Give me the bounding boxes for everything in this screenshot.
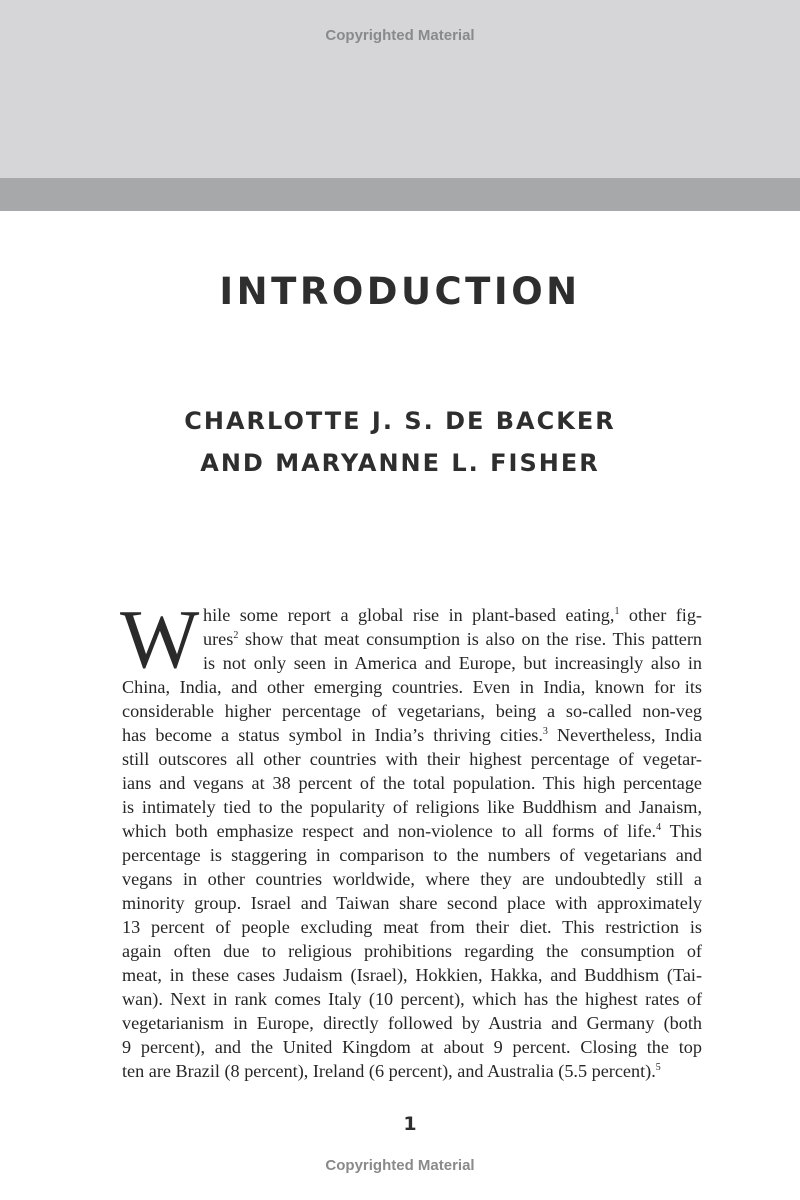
text-line bbox=[122, 963, 702, 987]
text-line bbox=[122, 627, 702, 651]
text-run: is not only seen in America and Europe, but increasingly also in bbox=[203, 653, 702, 673]
text-run: which both emphasize respect and non-violence to all forms of life. bbox=[122, 821, 657, 841]
text-run: vegetarianism in Europe, directly followed by Austria and Germany (both bbox=[122, 1013, 702, 1033]
text-run: wan). Next in rank comes Italy (10 percent), which has the highest rates of bbox=[122, 989, 702, 1009]
text-line bbox=[122, 675, 702, 699]
text-run: has become a status symbol in India’s thriving cities. bbox=[122, 725, 543, 745]
text-run: again often due to religious prohibitions regarding the consumption of bbox=[122, 941, 702, 961]
text-line bbox=[122, 795, 702, 819]
text-line bbox=[122, 891, 702, 915]
text-line bbox=[122, 915, 702, 939]
text-run: ten are Brazil (8 percent), Ireland (6 percent), and Australia (5.5 percent). bbox=[122, 1061, 656, 1081]
body-paragraph bbox=[120, 593, 702, 1083]
text-run: vegans in other countries worldwide, where they are undoubtedly still a bbox=[122, 869, 702, 889]
text-line bbox=[122, 699, 702, 723]
text-line bbox=[122, 939, 702, 963]
text-line bbox=[122, 819, 702, 843]
text-run: ures bbox=[203, 629, 234, 649]
text-run: other fig- bbox=[619, 605, 702, 625]
text-line bbox=[122, 1035, 702, 1059]
chapter-title: INTRODUCTION bbox=[219, 270, 581, 313]
text-run: hile some report a global rise in plant-based eating, bbox=[203, 605, 615, 625]
footnote-ref: 5 bbox=[655, 1061, 661, 1073]
text-line bbox=[122, 1011, 702, 1035]
text-line bbox=[122, 771, 702, 795]
text-run: considerable higher percentage of vegetarians, being a so-called non-veg bbox=[122, 701, 702, 721]
footnote-ref: 1 bbox=[614, 605, 620, 617]
text-run: minority group. Israel and Taiwan share second place with approximately bbox=[122, 893, 702, 913]
text-run: 9 percent), and the United Kingdom at about 9 percent. Closing the top bbox=[122, 1037, 702, 1057]
text-line bbox=[122, 843, 702, 867]
chapter-authors bbox=[0, 400, 800, 484]
text-run: percentage is staggering in comparison to the numbers of vegetarians and bbox=[122, 845, 702, 865]
text-line bbox=[122, 651, 702, 675]
text-run: show that meat consumption is also on the rise. This pattern bbox=[238, 629, 702, 649]
watermark-bottom: Copyrighted Material bbox=[325, 1157, 475, 1174]
text-run: This bbox=[661, 821, 702, 841]
text-line bbox=[122, 603, 702, 627]
text-run: is intimately tied to the popularity of religions like Buddhism and Janaism, bbox=[122, 797, 702, 817]
text-run: meat, in these cases Judaism (Israel), Hokkien, Hakka, and Buddhism (Tai- bbox=[122, 965, 702, 985]
text-run: ians and vegans at 38 percent of the total population. This high percentage bbox=[122, 773, 702, 793]
text-run: Nevertheless, India bbox=[547, 725, 702, 745]
page-number: 1 bbox=[403, 1113, 417, 1135]
footnote-ref: 2 bbox=[233, 629, 239, 641]
text-run: China, India, and other emerging countries. Even in India, known for its bbox=[122, 677, 702, 697]
text-line bbox=[122, 747, 702, 771]
drop-cap: W bbox=[120, 593, 200, 686]
text-line bbox=[122, 867, 702, 891]
footnote-ref: 3 bbox=[542, 725, 548, 737]
author-line-1: CHARLOTTE J. S. DE BACKER bbox=[184, 407, 616, 435]
author-line-2: AND MARYANNE L. FISHER bbox=[200, 449, 600, 477]
text-line bbox=[122, 987, 702, 1011]
watermark-top: Copyrighted Material bbox=[325, 27, 475, 44]
text-run: still outscores all other countries with their highest percentage of vegetar- bbox=[122, 749, 702, 769]
text-run: 13 percent of people excluding meat from their diet. This restriction is bbox=[122, 917, 702, 937]
top-dark-strip bbox=[0, 178, 800, 211]
text-line bbox=[122, 723, 702, 747]
footnote-ref: 4 bbox=[656, 821, 662, 833]
text-line bbox=[122, 1059, 702, 1083]
